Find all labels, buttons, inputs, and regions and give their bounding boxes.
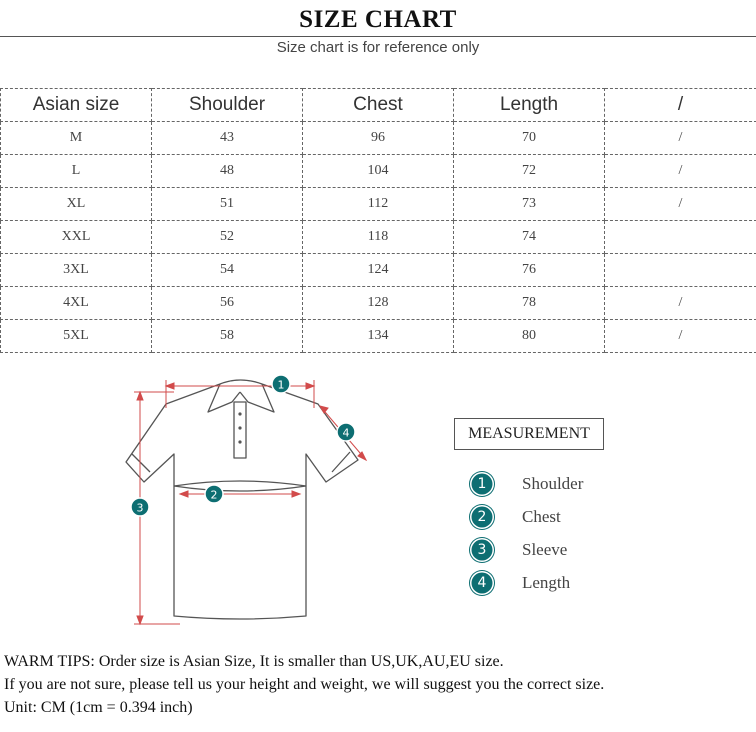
cell-chest: 96: [303, 122, 454, 155]
page-title: SIZE CHART: [299, 6, 457, 33]
cell-extra: [605, 221, 756, 254]
table-row: [1, 221, 756, 254]
cell-extra: /: [605, 122, 756, 155]
cell-extra: /: [605, 155, 756, 188]
cell-extra: /: [605, 320, 756, 353]
cell-size: XL: [1, 188, 152, 221]
shirt-outline: [126, 380, 358, 619]
cell-chest: 128: [303, 287, 454, 320]
page-subtitle: Size chart is for reference only: [276, 39, 480, 56]
table-row: [1, 254, 756, 287]
tips-line-asian-size: WARM TIPS: Order size is Asian Size, It is smaller than US,UK,AU,EU size.: [4, 653, 504, 670]
column-header-shoulder: Shoulder: [152, 89, 303, 122]
cell-shoulder: 58: [152, 320, 303, 353]
cell-extra: [605, 254, 756, 287]
cell-length: 73: [454, 188, 605, 221]
cell-length: 74: [454, 221, 605, 254]
cell-extra: /: [605, 188, 756, 221]
legend-label-sleeve: Sleeve: [522, 540, 568, 559]
table-row: [1, 122, 756, 155]
warm-tips: [4, 650, 752, 719]
polo-shirt-diagram: [120, 372, 380, 630]
legend-number-2: 2: [470, 505, 494, 529]
cell-chest: 104: [303, 155, 454, 188]
legend-label-shoulder: Shoulder: [522, 474, 584, 493]
title-divider: [0, 36, 756, 37]
cell-size: 4XL: [1, 287, 152, 320]
marker-1: [272, 375, 290, 393]
cell-chest: 134: [303, 320, 454, 353]
cell-shoulder: 48: [152, 155, 303, 188]
cell-length: 76: [454, 254, 605, 287]
legend-number-4: 4: [470, 571, 494, 595]
cell-length: 70: [454, 122, 605, 155]
cell-chest: 112: [303, 188, 454, 221]
legend-label-chest: Chest: [522, 507, 561, 526]
size-table: [0, 88, 756, 353]
marker-4-label: 4: [342, 426, 350, 440]
cell-length: 72: [454, 155, 605, 188]
legend-label-length: Length: [522, 573, 571, 592]
measurement-heading: MEASUREMENT: [454, 418, 604, 450]
cell-shoulder: 52: [152, 221, 303, 254]
table-header-row: [1, 89, 756, 122]
table-row: [1, 320, 756, 353]
cell-extra: /: [605, 287, 756, 320]
cell-chest: 118: [303, 221, 454, 254]
marker-3: [131, 498, 149, 516]
table-row: [1, 155, 756, 188]
cell-length: 80: [454, 320, 605, 353]
cell-shoulder: 54: [152, 254, 303, 287]
legend-number-1: 1: [470, 472, 494, 496]
cell-size: L: [1, 155, 152, 188]
measure-lines: [134, 380, 366, 624]
table-row: [1, 287, 756, 320]
marker-3-label: 3: [136, 501, 144, 515]
cell-length: 78: [454, 287, 605, 320]
cell-size: 3XL: [1, 254, 152, 287]
tips-line-contact: If you are not sure, please tell us your height and weight, we will suggest you the correct size.: [4, 676, 605, 693]
marker-4: [337, 423, 355, 441]
cell-size: XXL: [1, 221, 152, 254]
marker-1-label: 1: [277, 378, 285, 392]
placket-buttons: [238, 412, 241, 443]
cell-size: 5XL: [1, 320, 152, 353]
column-header-size: Asian size: [1, 89, 152, 122]
column-header-chest: Chest: [303, 89, 454, 122]
cell-size: M: [1, 122, 152, 155]
legend-number-3: 3: [470, 538, 494, 562]
cell-shoulder: 43: [152, 122, 303, 155]
tips-line-unit: Unit: CM (1cm = 0.394 inch): [4, 699, 193, 716]
marker-2: [205, 485, 223, 503]
cell-shoulder: 56: [152, 287, 303, 320]
column-header-extra: /: [605, 89, 756, 122]
cell-shoulder: 51: [152, 188, 303, 221]
column-header-length: Length: [454, 89, 605, 122]
cell-chest: 124: [303, 254, 454, 287]
table-row: [1, 188, 756, 221]
marker-2-label: 2: [210, 488, 218, 502]
